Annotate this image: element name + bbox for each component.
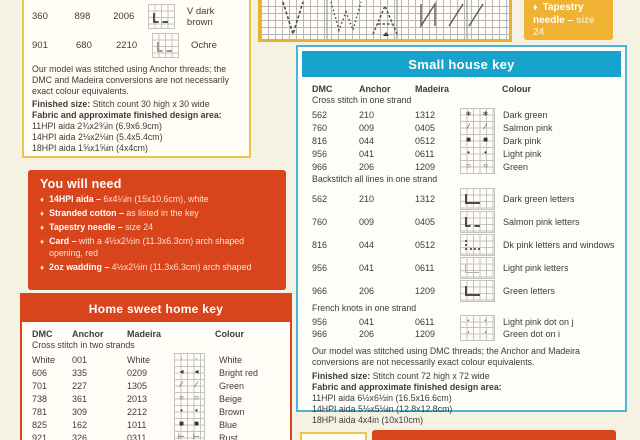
diamond-bullet-icon: ♦ (40, 237, 45, 246)
item-rest: 6x4¼in (15x10.6cm), white (100, 194, 209, 204)
key-table (22, 322, 290, 440)
dmc-cell: 562 (312, 109, 328, 120)
symbol-glyph: ∕ (467, 122, 470, 131)
dmc-cell: 360 (32, 11, 48, 22)
french-knot-symbol (460, 327, 495, 341)
dmc-cell: 816 (312, 135, 328, 146)
backstitch-rows (312, 187, 615, 302)
fabric-line: 11HPI aida 6½x6½in (16.5x16.6cm) (312, 392, 452, 403)
symbol-glyph: • (467, 317, 470, 324)
table-row (312, 256, 615, 279)
dmc-cell: White (32, 354, 56, 365)
dmc-cell: 956 (312, 148, 328, 159)
finished-size-line (32, 99, 241, 110)
symbol-glyph: • (484, 148, 487, 157)
anchor-cell: 041 (359, 148, 375, 159)
needle-lead: Tapestry needle – (533, 2, 584, 26)
madeira-cell: 1312 (415, 193, 436, 204)
table-row (32, 405, 290, 418)
fabric-line: 11HPI aida 2¾x2¾in (6.9x6.9cm) (32, 121, 162, 132)
backstitch-line-icon (465, 264, 479, 273)
item-rest: with a 4½x2½in (11.3x6.3cm) arch shaped opening, red (49, 236, 245, 258)
table-row (32, 379, 290, 392)
backstitch-symbol (152, 33, 179, 58)
anchor-cell: 009 (359, 122, 375, 133)
stitch-symbol (174, 418, 205, 432)
dmc-cell: 966 (312, 329, 328, 339)
backstitch-symbol (460, 257, 495, 279)
anchor-cell: 041 (359, 317, 375, 327)
colour-cell: Green (219, 380, 245, 391)
column-header-madeira: Madeira (415, 84, 450, 94)
finished-size-value: Stitch count 72 high x 72 wide (370, 370, 490, 381)
anchor-cell: 206 (359, 329, 375, 339)
list-item-text (49, 222, 153, 234)
french-knot-rows (312, 316, 615, 340)
madeira-cell: 0611 (415, 262, 435, 273)
colour-cell: Green letters (503, 285, 556, 296)
symbol-glyph: • (484, 317, 487, 324)
chart-grid (258, 0, 512, 42)
tapestry-needle-callout (524, 0, 613, 40)
panel-title: You will need (40, 177, 122, 191)
anchor-cell: 898 (74, 11, 91, 22)
diamond-bullet-icon: ♦ (533, 2, 538, 12)
conversion-note: Our model was stitched using Anchor threads; the DMC and Madeira conversions are not necessarily exact colour equivalents. (32, 64, 230, 96)
colour-cell: Ochre (191, 40, 217, 51)
stitch-symbol (460, 147, 495, 161)
anchor-cell: 206 (359, 161, 375, 172)
you-will-need-list (40, 194, 276, 273)
table-row (312, 279, 615, 302)
colour-cell: Light pink dot on j (503, 317, 574, 327)
colour-cell: Brown (219, 406, 245, 417)
backstitch-letters-icon (261, 0, 509, 39)
colour-cell: Light pink (503, 148, 542, 159)
partial-panel-red (372, 430, 616, 440)
anchor-cell: 044 (359, 135, 375, 146)
symbol-glyph: • (484, 329, 487, 336)
finished-size-label: Finished size: (32, 99, 91, 110)
table-row (312, 328, 615, 340)
madeira-cell: 0611 (415, 317, 435, 327)
home-sweet-home-key-panel (20, 293, 292, 440)
colour-cell: Light pink letters (503, 262, 569, 273)
column-headers (312, 84, 615, 94)
anchor-cell: 206 (359, 285, 375, 296)
dmc-cell: 901 (32, 40, 48, 51)
madeira-cell: White (127, 354, 151, 365)
fabric-heading: Fabric and approximate finished design area: (32, 110, 222, 121)
madeira-cell: 1312 (415, 109, 436, 120)
diamond-bullet-icon: ♦ (40, 262, 45, 272)
table-row (32, 431, 290, 440)
symbol-glyph: ∕ (484, 122, 487, 131)
stitch-symbol (174, 353, 205, 367)
dmc-cell: 956 (312, 317, 328, 327)
colour-cell: Green (503, 161, 529, 172)
backstitch-symbol (460, 280, 495, 302)
fabric-heading: Fabric and approximate finished design area: (312, 381, 502, 392)
madeira-cell: 2006 (113, 11, 135, 22)
dmc-cell: 562 (312, 193, 328, 204)
table-row (32, 353, 290, 366)
panel-title: Small house key (302, 51, 621, 77)
fabric-line: 14HPI aida 2⅛x2⅛in (5.4x5.4cm) (32, 132, 163, 143)
dmc-cell: 606 (32, 367, 48, 378)
colour-cell: White (219, 354, 243, 365)
symbol-glyph: • (467, 148, 470, 157)
symbol-glyph: • (195, 406, 198, 415)
colour-cell: Blue (219, 419, 238, 430)
symbol-glyph: ○ (179, 393, 184, 402)
table-row (32, 31, 241, 60)
madeira-cell: 1209 (415, 329, 436, 339)
list-item-text (49, 236, 276, 259)
table-row (312, 160, 615, 173)
table-row (32, 366, 290, 379)
anchor-cell: 326 (72, 432, 88, 440)
colour-cell: Dark pink (503, 135, 542, 146)
colour-cell: Bright red (219, 367, 259, 378)
you-will-need-panel (28, 170, 286, 290)
table-row (312, 121, 615, 134)
madeira-cell: 0405 (415, 216, 436, 227)
list-item-text (49, 262, 251, 274)
colour-cell: Green dot on i (503, 329, 561, 339)
backstitch-line-icon (157, 42, 172, 52)
symbol-glyph: ∗ (465, 109, 472, 118)
item-lead: 14HPI aida – (49, 194, 101, 204)
fabric-line: 14HPI aida 5⅛x5⅛in (12.8x12.8cm) (312, 403, 453, 414)
symbol-glyph: • (467, 329, 470, 336)
cross-stitch-rows (312, 108, 615, 173)
dmc-cell: 781 (32, 406, 48, 417)
dmc-cell: 760 (312, 216, 328, 227)
stitch-symbol (460, 160, 495, 174)
symbol-glyph: ∕ (180, 380, 183, 389)
finished-size-value: Stitch count 30 high x 30 wide (90, 99, 210, 110)
anchor-cell: 335 (72, 367, 88, 378)
item-rest: as listed in the key (123, 208, 199, 218)
anchor-cell: 361 (72, 393, 88, 404)
column-header-dmc: DMC (32, 329, 53, 339)
madeira-cell: 1011 (127, 419, 147, 430)
symbol-glyph: ⊢ (193, 432, 200, 440)
list-item (40, 236, 276, 259)
dmc-cell: 966 (312, 161, 328, 172)
column-header-anchor: Anchor (72, 329, 104, 339)
symbol-glyph: ■ (483, 135, 488, 144)
thread-key-panel (22, 0, 251, 158)
colour-cell: Dark green (503, 109, 548, 120)
dmc-cell: 921 (32, 432, 48, 440)
needle-rest: size 24 (533, 14, 595, 38)
anchor-cell: 044 (359, 239, 375, 250)
item-lead: 2oz wadding – (49, 261, 110, 272)
backstitch-line-icon (465, 240, 480, 250)
colour-cell: Salmon pink (503, 122, 553, 133)
item-rest: 4½x2½in (11.3x6.3cm) arch shaped (109, 261, 252, 272)
french-knots-note: French knots in one strand (312, 303, 417, 313)
anchor-cell: 309 (72, 406, 88, 417)
stitch-symbol (460, 134, 495, 148)
fabric-line: 18HPI aida 4x4in (10x10cm) (312, 414, 423, 425)
column-header-dmc: DMC (312, 84, 333, 94)
table-row (32, 2, 241, 31)
madeira-cell: 0311 (127, 432, 147, 440)
anchor-cell: 210 (359, 193, 375, 204)
colour-cell: V dark brown (186, 5, 215, 28)
stitch-symbol (174, 431, 205, 440)
symbol-glyph: ■ (179, 419, 184, 428)
madeira-cell: 2212 (127, 406, 148, 417)
column-header-colour: Colour (215, 329, 244, 339)
symbol-glyph: ◂ (194, 367, 199, 376)
madeira-cell: 0405 (415, 122, 436, 133)
item-rest: size 24 (122, 222, 154, 232)
backstitch-line-icon (465, 194, 480, 204)
symbol-glyph: ○ (483, 161, 488, 170)
madeira-cell: 0209 (127, 367, 148, 378)
symbol-glyph: ○ (466, 161, 471, 170)
backstitch-symbol (460, 234, 495, 256)
fabric-lines (312, 393, 615, 426)
anchor-cell: 001 (72, 354, 88, 365)
conversion-note: Our model was stitched using DMC threads; the Anchor and Madeira conversions are not necessarily exact colour equivalents. (312, 346, 580, 367)
symbol-glyph: ⊢ (178, 432, 185, 440)
key-table (298, 81, 625, 426)
anchor-cell: 041 (359, 262, 375, 273)
anchor-cell: 009 (359, 216, 375, 227)
symbol-glyph: ∗ (482, 109, 489, 118)
column-header-madeira: Madeira (127, 329, 162, 339)
backstitch-symbol (460, 188, 495, 210)
diamond-bullet-icon: ♦ (40, 209, 45, 218)
fabric-line: 18HPI aida 1⅝x1⅝in (4x4cm) (32, 143, 148, 154)
stitch-symbol (460, 108, 495, 122)
list-item (40, 262, 276, 274)
item-lead: Stranded cotton – (49, 208, 124, 218)
list-item-text (49, 208, 199, 220)
list-item (40, 208, 276, 220)
colour-cell: Beige (219, 393, 243, 404)
dmc-cell: 760 (312, 122, 328, 133)
table-row (312, 233, 615, 256)
symbol-glyph: ■ (466, 135, 471, 144)
partial-panel-yellow (300, 432, 367, 440)
colour-cell: Dk pink letters and windows (503, 239, 615, 250)
madeira-cell: 0611 (415, 148, 435, 159)
table-row (32, 418, 290, 431)
symbol-glyph: • (180, 406, 183, 415)
thread-key-rows (32, 2, 241, 60)
list-item (40, 222, 276, 234)
stitch-symbol (174, 379, 205, 393)
madeira-cell: 2013 (127, 393, 148, 404)
anchor-cell: 162 (72, 419, 88, 430)
backstitch-symbol (460, 211, 495, 233)
key-rows (32, 353, 290, 440)
colour-cell: Rust (219, 432, 238, 440)
diamond-bullet-icon: ♦ (40, 195, 45, 204)
stitch-symbol (460, 121, 495, 135)
anchor-cell: 210 (359, 109, 375, 120)
symbol-glyph: ■ (194, 419, 199, 428)
dmc-cell: 825 (32, 419, 48, 430)
dmc-cell: 956 (312, 262, 328, 273)
column-headers (32, 329, 290, 339)
column-header-colour: Colour (502, 84, 531, 94)
backstitch-line-icon (153, 13, 168, 23)
fabric-lines (32, 121, 241, 154)
madeira-cell: 1305 (127, 380, 148, 391)
item-lead: Card – (49, 236, 77, 246)
strand-note: Cross stitch in two strands (32, 340, 135, 350)
column-header-anchor: Anchor (359, 84, 391, 94)
small-house-key-panel (296, 45, 627, 425)
backstitch-note: Backstitch all lines in one strand (312, 174, 438, 184)
cross-stitch-note: Cross stitch in one strand (312, 95, 412, 105)
symbol-glyph: · (195, 354, 198, 363)
diamond-bullet-icon: ♦ (40, 223, 45, 232)
colour-cell: Dark green letters (503, 193, 575, 204)
dmc-cell: 966 (312, 285, 328, 296)
dmc-cell: 738 (32, 393, 48, 404)
table-row (312, 210, 615, 233)
colour-cell: Salmon pink letters (503, 216, 580, 227)
stitch-symbol (174, 405, 205, 419)
backstitch-line-icon (465, 217, 480, 227)
madeira-cell: 1209 (415, 285, 436, 296)
backstitch-line-icon (465, 286, 480, 296)
symbol-glyph: ◂ (179, 367, 184, 376)
madeira-cell: 0512 (415, 239, 436, 250)
madeira-cell: 0512 (415, 135, 436, 146)
table-row (312, 108, 615, 121)
stitch-symbol (174, 366, 205, 380)
list-item (40, 194, 276, 206)
symbol-glyph: ∕ (195, 380, 198, 389)
anchor-cell: 680 (76, 40, 92, 51)
panel-title: Home sweet home key (22, 295, 290, 322)
table-row (312, 147, 615, 160)
dmc-cell: 701 (32, 380, 48, 391)
symbol-glyph: · (180, 354, 183, 363)
table-row (312, 187, 615, 210)
anchor-cell: 227 (72, 380, 88, 391)
table-row (312, 134, 615, 147)
symbol-glyph: ○ (194, 393, 199, 402)
table-row (32, 392, 290, 405)
stitch-symbol (174, 392, 205, 406)
finished-size-line (312, 371, 615, 382)
backstitch-symbol (148, 4, 175, 29)
madeira-cell: 2210 (116, 40, 138, 51)
item-lead: Tapestry needle – (49, 222, 123, 232)
finished-size-label: Finished size: (312, 370, 371, 381)
dmc-cell: 816 (312, 239, 328, 250)
madeira-cell: 1209 (415, 161, 436, 172)
list-item-text (49, 194, 208, 206)
